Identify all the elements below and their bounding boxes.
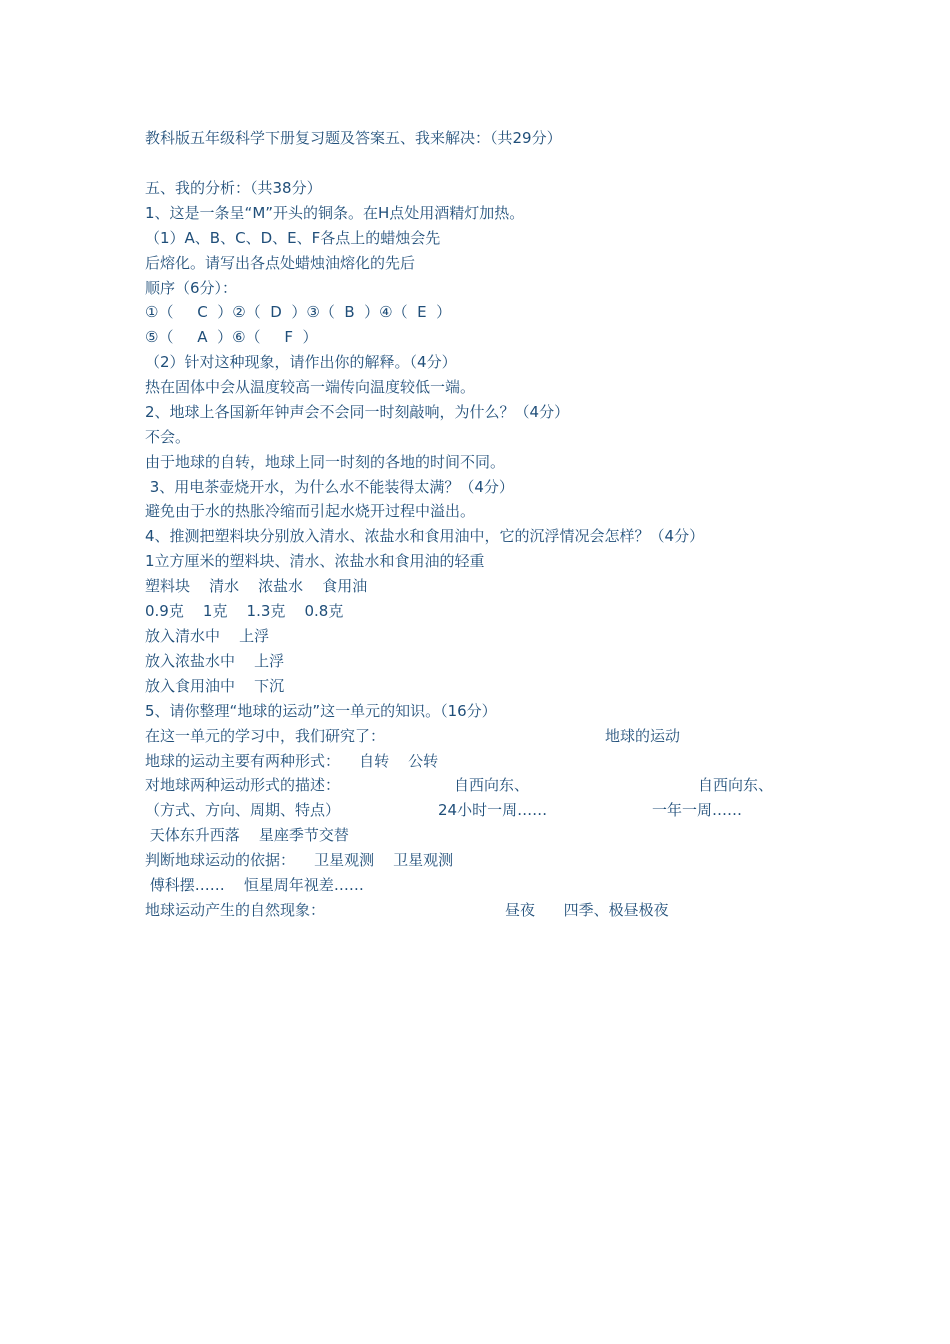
q3-answer: 避免由于水的热胀冷缩而引起水烧开过程中溢出。 (145, 502, 476, 520)
q2-answer1: 不会。 (145, 428, 191, 446)
q5-row6: 判断地球运动的依据： 卫星观测 卫星观测 (145, 851, 454, 869)
q5-prompt: 5、请你整理“地球的运动”这一单元的知识。（16分） (145, 702, 497, 720)
q1-answers-row1: ①（ C ）②（ D ）③（ B ）④（ E ） (145, 303, 452, 321)
q1-part1-line2: 后熔化。请写出各点处蜡烛油熔化的先后 (145, 254, 416, 272)
q2-prompt: 2、地球上各国新年钟声会不会同一时刻敲响，为什么？（4分） (145, 403, 570, 421)
q5-row4-col2: 一年一周…… (652, 801, 743, 819)
q1-part1-line3: 顺序（6分）： (145, 279, 238, 297)
q5-row3-col1: 自西向东、 (454, 776, 530, 794)
q5-row2: 地球的运动主要有两种形式： 自转 公转 (145, 752, 439, 770)
q1-part1-line1: （1）A、B、C、D、E、F各点上的蜡烛会先 (145, 229, 441, 247)
q5-row8-label: 地球运动产生的自然现象： (145, 901, 326, 919)
q4-line5: 放入浓盐水中 上浮 (145, 652, 285, 670)
section-heading: 五、我的分析：（共38分） (145, 179, 322, 197)
q4-line4: 放入清水中 上浮 (145, 627, 270, 645)
q5-row1-label: 在这一单元的学习中，我们研究了： (145, 727, 386, 745)
q5-row3-col2: 自西向东、 (698, 776, 774, 794)
q4-line1: 1立方厘米的塑料块、清水、浓盐水和食用油的轻重 (145, 552, 485, 570)
q5-row4-col1: 24小时一周…… (438, 801, 548, 819)
q5-row3-label: 对地球两种运动形式的描述： (145, 776, 341, 794)
q1-answers-row2: ⑤（ A ）⑥（ F ） (145, 328, 318, 346)
q4-line2: 塑料块 清水 浓盐水 食用油 (145, 577, 368, 595)
document-title: 教科版五年级科学下册复习题及答案五、我来解决：（共29分） (145, 129, 562, 147)
q4-line3: 0.9克 1克 1.3克 0.8克 (145, 602, 344, 620)
q2-answer2: 由于地球的自转，地球上同一时刻的各地的时间不同。 (145, 453, 506, 471)
q5-row1-value: 地球的运动 (605, 727, 681, 745)
q5-row7: 傅科摆…… 恒星周年视差…… (145, 876, 364, 894)
q1-prompt: 1、这是一条呈“M”开头的铜条。在H点处用酒精灯加热。 (145, 204, 525, 222)
q4-line6: 放入食用油中 下沉 (145, 677, 285, 695)
q1-part2-answer: 热在固体中会从温度较高一端传向温度较低一端。 (145, 378, 476, 396)
q4-prompt: 4、推测把塑料块分别放入清水、浓盐水和食用油中，它的沉浮情况会怎样？（4分） (145, 527, 705, 545)
q3-prompt: 3、用电茶壶烧开水，为什么水不能装得太满？（4分） (145, 478, 514, 496)
q5-row8-value: 昼夜 四季、极昼极夜 (505, 901, 669, 919)
q1-part2: （2）针对这种现象，请作出你的解释。（4分） (145, 353, 457, 371)
q5-row4-label: （方式、方向、周期、特点） (145, 801, 341, 819)
q5-row5: 天体东升西落 星座季节交替 (145, 826, 349, 844)
